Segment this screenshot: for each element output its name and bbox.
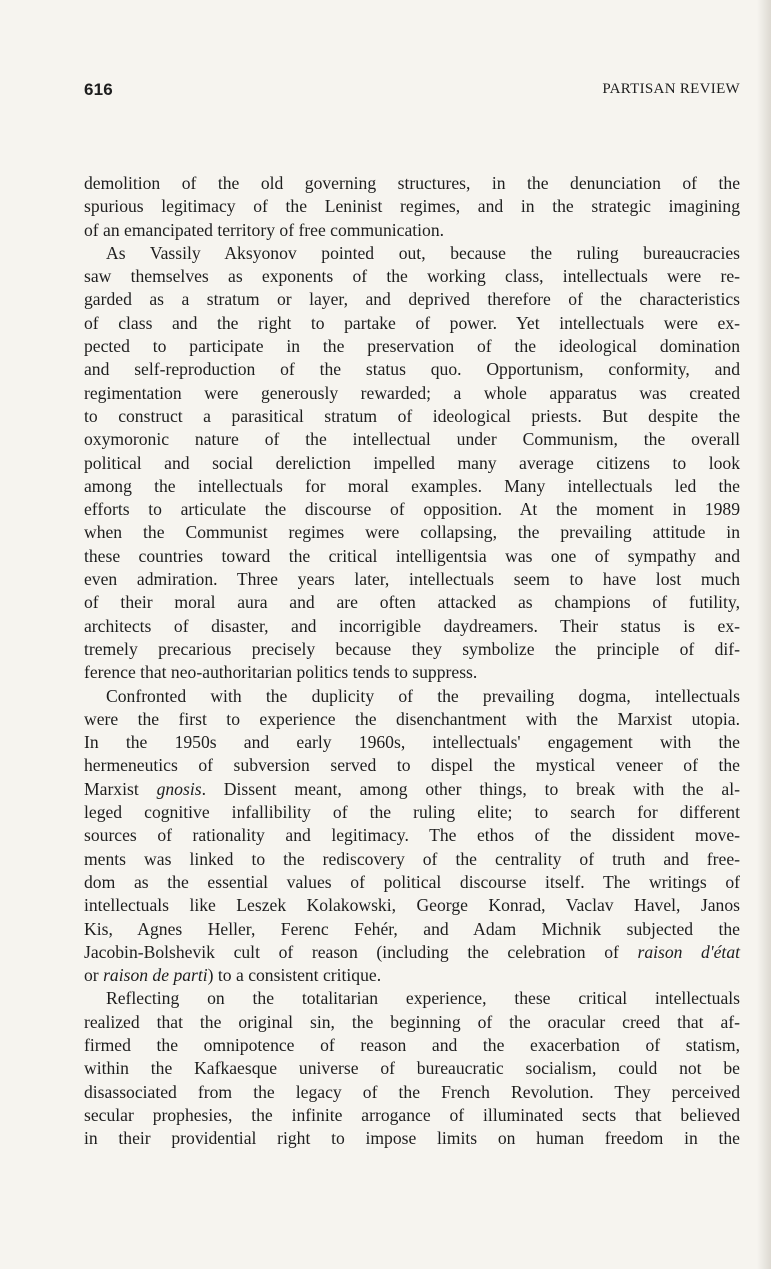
text-line: even admiration. Three years later, intellectuals seem to have lost much xyxy=(84,569,740,590)
text-line: demolition of the old governing structures, in the denunciation of the xyxy=(84,173,740,193)
italic-term: raison de parti xyxy=(103,965,208,986)
text-line: these countries toward the critical intelligentsia was one of sympathy and xyxy=(84,545,740,566)
text-line: and self-reproduction of the status quo. Opportunism, conformity, and xyxy=(84,359,740,380)
body-text xyxy=(84,172,740,1150)
text-line: ference that neo-authoritarian politics tends to suppress. xyxy=(84,662,478,683)
text-line: Reflecting on the totalitarian experience, these critical intellectuals xyxy=(106,988,740,1009)
text-line: garded as a stratum or layer, and deprived therefore of the characteristics xyxy=(84,289,740,310)
text-line: Confronted with the duplicity of the prevailing dogma, intellectuals xyxy=(106,685,740,706)
page-header xyxy=(84,80,740,110)
paragraph xyxy=(84,172,740,242)
text-line: political and social dereliction impelled many average citizens to look xyxy=(84,452,740,473)
text-line: dom as the essential values of political discourse itself. The writings of xyxy=(84,871,740,892)
text-line: sources of rationality and legitimacy. The ethos of the dissident move- xyxy=(84,825,740,846)
text-line: spurious legitimacy of the Leninist regimes, and in the strategic imagining xyxy=(84,196,740,217)
text-line: when the Communist regimes were collapsing, the prevailing attitude in xyxy=(84,522,740,543)
running-head: PARTISAN REVIEW xyxy=(602,81,740,97)
text-line: to construct a parasitical stratum of ideological priests. But despite the xyxy=(84,405,740,426)
text-line: Marxist gnosis. Dissent meant, among other things, to break with the al- xyxy=(84,778,740,799)
text-line: leged cognitive infallibility of the ruling elite; to search for different xyxy=(84,802,740,823)
text-line: within the Kafkaesque universe of bureaucratic socialism, could not be xyxy=(84,1058,740,1079)
text-line: efforts to articulate the discourse of opposition. At the moment in 1989 xyxy=(84,499,740,520)
text-line: hermeneutics of subversion served to dispel the mystical veneer of the xyxy=(84,755,740,776)
paragraph xyxy=(84,242,740,685)
text-line: of their moral aura and are often attacked as champions of futility, xyxy=(84,592,740,613)
text-line: were the first to experience the disenchantment with the Marxist utopia. xyxy=(84,708,740,729)
text-line: ments was linked to the rediscovery of the centrality of truth and free- xyxy=(84,848,740,869)
text-line: As Vassily Aksyonov pointed out, because the ruling bureaucracies xyxy=(106,242,740,263)
page-number: 616 xyxy=(84,80,113,99)
text-line: In the 1950s and early 1960s, intellectuals' engagement with the xyxy=(84,732,740,753)
paragraph xyxy=(84,685,740,988)
text-line: Jacobin-Bolshevik cult of reason (including the celebration of raison d'état xyxy=(84,941,740,962)
text-line: firmed the omnipotence of reason and the exacerbation of statism, xyxy=(84,1034,740,1055)
italic-term: gnosis xyxy=(156,778,202,799)
text-line: among the intellectuals for moral examples. Many intellectuals led the xyxy=(84,475,740,496)
paragraph xyxy=(84,987,740,1150)
text-line: intellectuals like Leszek Kolakowski, George Konrad, Vaclav Havel, Janos xyxy=(84,895,740,916)
italic-term: raison d'état xyxy=(637,941,740,962)
text-line: of an emancipated territory of free communication. xyxy=(84,219,445,240)
text-line: of class and the right to partake of power. Yet intellectuals were ex- xyxy=(84,312,740,333)
text-line: or raison de parti) to a consistent critique. xyxy=(84,965,382,986)
text-line: saw themselves as exponents of the working class, intellectuals were re- xyxy=(84,266,740,287)
text-line: secular prophesies, the infinite arrogance of illuminated sects that believed xyxy=(84,1104,740,1125)
text-line: tremely precarious precisely because they symbolize the principle of dif- xyxy=(84,638,740,659)
text-line: in their providential right to impose limits on human freedom in the xyxy=(84,1128,740,1149)
page-edge-shadow xyxy=(757,0,771,1269)
text-line: disassociated from the legacy of the French Revolution. They perceived xyxy=(84,1081,740,1102)
text-line: pected to participate in the preservation of the ideological domination xyxy=(84,336,740,357)
text-line: regimentation were generously rewarded; a whole apparatus was created xyxy=(84,382,740,403)
text-line: architects of disaster, and incorrigible daydreamers. Their status is ex- xyxy=(84,615,740,636)
text-line: Kis, Agnes Heller, Ferenc Fehér, and Adam Michnik subjected the xyxy=(84,918,740,939)
text-line: oxymoronic nature of the intellectual under Communism, the overall xyxy=(84,429,740,450)
text-line: realized that the original sin, the beginning of the oracular creed that af- xyxy=(84,1011,740,1032)
